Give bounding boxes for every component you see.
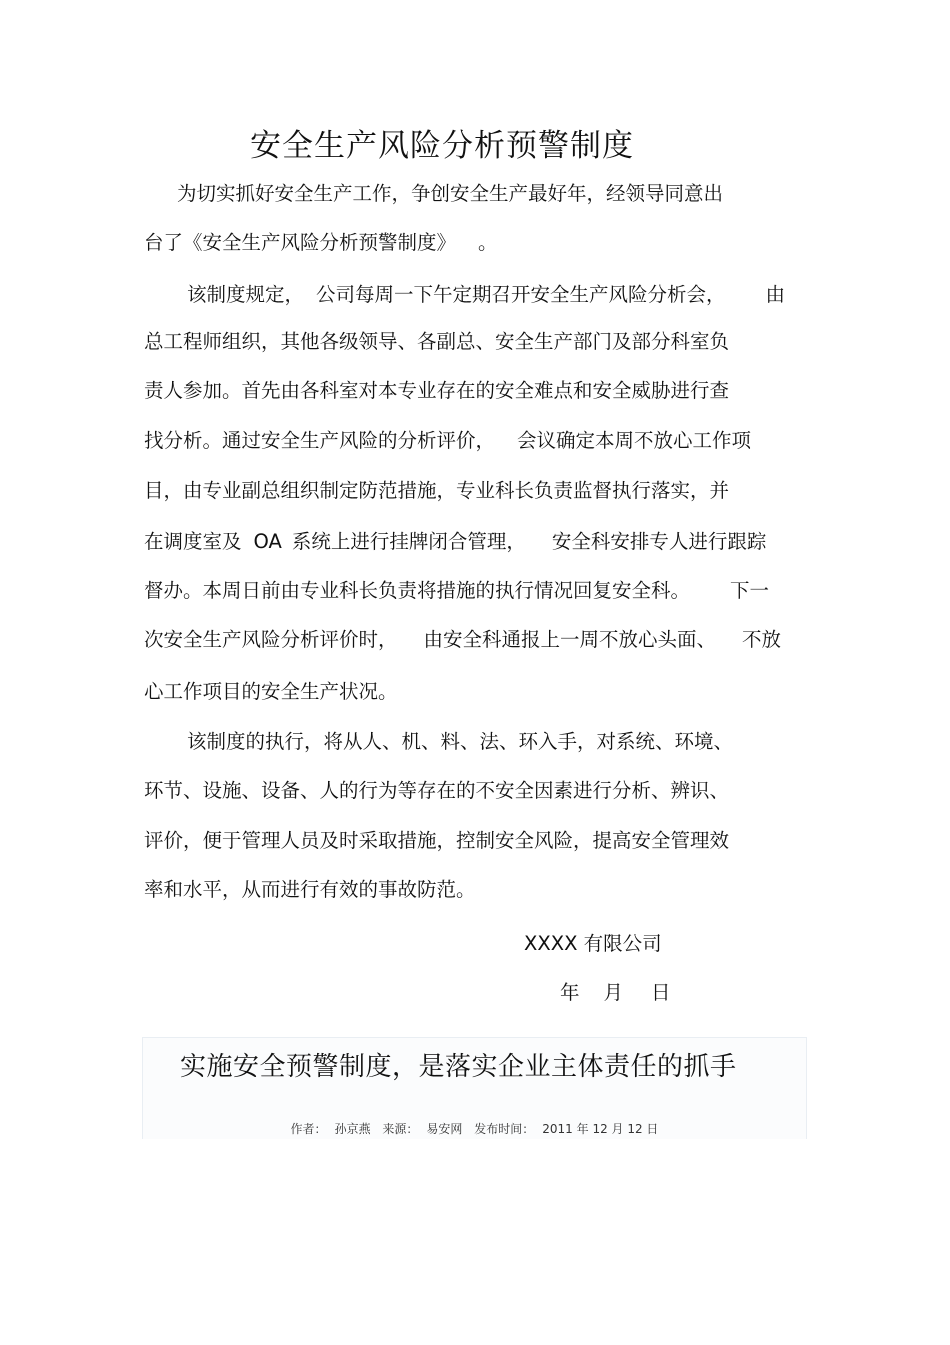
- company-signature: XXXX 有限公司: [524, 932, 662, 955]
- paragraph-line: [144, 876, 476, 904]
- line-text: OA: [253, 530, 282, 553]
- line-text: 下一: [730, 579, 770, 602]
- paragraph-line: [144, 528, 766, 556]
- paragraph-line: [144, 678, 398, 706]
- line-text: 心工作项目的安全生产状况。: [144, 680, 398, 703]
- line-text: 系统上进行挂牌闭合管理，: [291, 530, 526, 553]
- paragraph-line: [144, 229, 498, 257]
- line-text: 该制度的执行，将从人、机、料、法、环入手，对系统、环境、: [187, 730, 734, 753]
- article-header: [142, 1037, 807, 1139]
- paragraph-line: [187, 728, 733, 756]
- paragraph-line: [187, 281, 785, 309]
- line-text: 环节、设施、设备、人的行为等存在的不安全因素进行分析、辨识、: [144, 779, 730, 802]
- line-text: 。: [478, 231, 498, 254]
- line-text: 安全科安排专人进行跟踪: [551, 530, 767, 553]
- publish-time-label: 发布时间：: [474, 1122, 535, 1136]
- date-month: 月: [603, 981, 624, 1004]
- article-meta: [143, 1120, 806, 1137]
- line-text: 该制度规定，: [187, 283, 305, 306]
- line-text: 为切实抓好安全生产工作，争创安全生产最好年，经领导同意出: [177, 182, 724, 205]
- line-text: 公司每周一下午定期召开安全生产风险分析会，: [316, 283, 726, 306]
- line-text: 责人参加。首先由各科室对本专业存在的安全难点和安全威胁进行查: [144, 379, 730, 402]
- line-text: 由: [765, 283, 786, 306]
- author-label: 作者：: [290, 1122, 327, 1136]
- article-title: 实施安全预警制度，是落实企业主体责任的抓手: [180, 1052, 737, 1082]
- paragraph-line: [144, 427, 751, 455]
- paragraph-line: [144, 577, 769, 605]
- line-text: 不放: [742, 628, 782, 651]
- paragraph-line: [144, 377, 729, 405]
- line-text: 会议确定本周不放心工作项: [517, 429, 752, 452]
- source-label: 来源：: [382, 1122, 419, 1136]
- line-text: 总工程师组织，其他各级领导、各副总、安全生产部门及部分科室负: [144, 330, 730, 353]
- paragraph-line: [177, 180, 723, 208]
- paragraph-line: [144, 328, 729, 356]
- paragraph-line: [144, 626, 781, 654]
- paragraph-line: [144, 827, 729, 855]
- line-text: 率和水平，从而进行有效的事故防范。: [144, 878, 476, 901]
- source-name: 易安网: [426, 1122, 463, 1136]
- line-text: 台了《安全生产风险分析预警制度》: [144, 231, 457, 254]
- signature-date: [560, 977, 671, 1005]
- line-text: 次安全生产风险分析评价时，: [144, 628, 398, 651]
- line-text: 找分析。通过安全生产风险的分析评价，: [144, 429, 496, 452]
- date-year: 年: [560, 981, 580, 1004]
- line-text: 由安全科通报上一周不放心头面、: [423, 628, 717, 651]
- line-text: 督办。本周日前由专业科长负责将措施的执行情况回复安全科。: [144, 579, 691, 602]
- publish-date: 2011 年 12 月 12 日: [542, 1122, 659, 1136]
- date-day: 日: [651, 981, 671, 1004]
- paragraph-line: [144, 777, 729, 805]
- line-text: 在调度室及: [144, 530, 242, 553]
- line-text: 评价，便于管理人员及时采取措施，控制安全风险，提高安全管理效: [144, 829, 730, 852]
- line-text: 目，由专业副总组织制定防范措施，专业科长负责监督执行落实，并: [144, 479, 730, 502]
- document-title: 安全生产风险分析预警制度: [250, 128, 634, 164]
- paragraph-line: [144, 477, 729, 505]
- author-name: 孙京燕: [334, 1122, 371, 1136]
